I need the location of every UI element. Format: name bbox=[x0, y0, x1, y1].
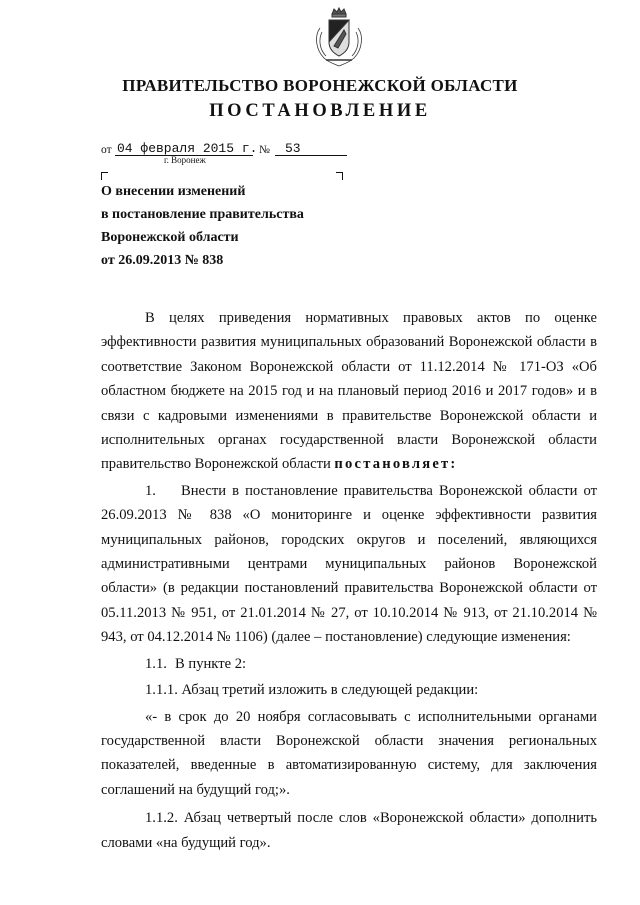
preamble-text: В целях приведения нормативных правовых актов по оценке эффективности развития муниципальных образований Воронежской области в соответствие Законом Воронежской области от 11.12.2014 № 171-ОЗ «Об областном бюджете на 2015 год и на плановый период 2016 и 2017 годов» и в связи с кадровыми изменениями в правительстве Воронежской области и исполнительных органах государственной власти Воронежской области правительство Воронежской области bbox=[101, 310, 597, 473]
voronezh-coat-of-arms-icon bbox=[312, 6, 366, 68]
item-1-paragraph bbox=[101, 479, 597, 650]
subject-left-corner-mark bbox=[101, 172, 108, 180]
item-1-1-paragraph bbox=[101, 652, 597, 676]
issue-place: г. Воронеж bbox=[164, 155, 206, 165]
preamble-paragraph bbox=[101, 306, 597, 477]
date-prefix-label: от bbox=[101, 144, 112, 156]
quoted-amendment-paragraph: «- в срок до 20 ноября согласовывать с исполнительными органами государственной власти Воронежской области значения региональных показателей, введенные в автоматизированную систему, для заключения соглашений на будущий год;». bbox=[101, 708, 597, 798]
document-body bbox=[101, 306, 597, 855]
subject-line: Воронежской области bbox=[101, 230, 239, 245]
document-date: 04 февраля 2015 г. bbox=[117, 141, 258, 156]
subject-right-corner-mark bbox=[336, 172, 343, 180]
item-1-text: Внести в постановление правительства Воронежской области от 26.09.2013 № 838 «О мониторинге и оценке эффективности развития муниципальных районов, городских округов и поселений, являющихся административными центрами муниципальных районов Воронежской области» (в редакции постановлений правительства Воронежской области от 05.11.2013 № 951, от 21.01.2014 № 27, от 10.10.2014 № 913, от 21.10.2014 № 943, от 04.12.2014 № 1106) (далее – постановление) следующие изменения: bbox=[101, 482, 597, 646]
item-1-number: 1. bbox=[145, 482, 156, 499]
item-1-1-text: В пункте 2: bbox=[175, 655, 247, 672]
subject-line: от 26.09.2013 № 838 bbox=[101, 253, 224, 268]
number-label: № bbox=[259, 144, 270, 156]
subject-line: О внесении изменений bbox=[101, 184, 246, 199]
document-subject bbox=[101, 180, 361, 272]
subject-line: в постановление правительства bbox=[101, 207, 304, 222]
item-1-1-number: 1.1. bbox=[145, 655, 167, 672]
item-1-1-2-paragraph: 1.1.2. Абзац четвертый после слов «Воронежской области» дополнить словами «на будущий год». bbox=[101, 810, 597, 851]
decree-word: постановляет: bbox=[334, 456, 458, 473]
document-number: 53 bbox=[285, 141, 301, 156]
item-1-1-1-paragraph: 1.1.1. Абзац третий изложить в следующей редакции: bbox=[145, 682, 479, 699]
document-type-title: ПОСТАНОВЛЕНИЕ bbox=[209, 101, 431, 121]
organization-title: ПРАВИТЕЛЬСТВО ВОРОНЕЖСКОЙ ОБЛАСТИ bbox=[122, 76, 518, 95]
